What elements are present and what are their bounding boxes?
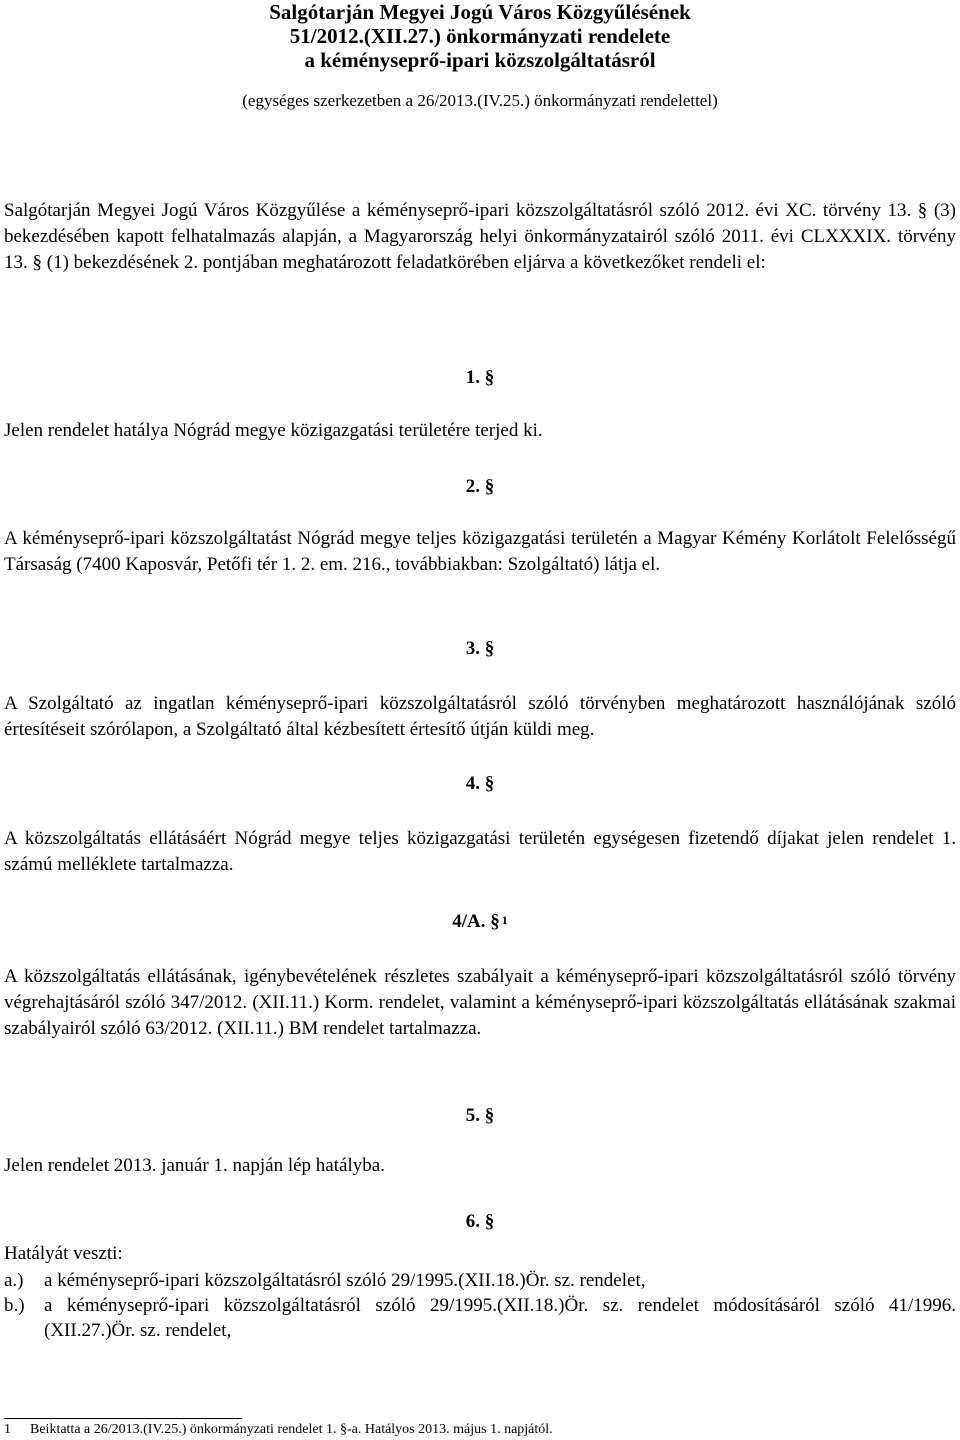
section-text-5: Jelen rendelet 2013. január 1. napján lép hatályba. — [4, 1155, 385, 1176]
title-line-1: Salgótarján Megyei Jogú Város Közgyűlésének — [269, 0, 691, 24]
list-item — [4, 1268, 956, 1293]
preamble-paragraph: Salgótarján Megyei Jogú Város Közgyűlése a kéményseprő-ipari közszolgáltatásról szóló 2012. évi XC. törvény 13. § (3) bekezdésében kapott felhatalmazás alapján, a Magyarország helyi önkormányzatairól szóló 2011. évi CLXXXIX. törvény 13. § (1) bekezdésének 2. pontjában meghatározott feladatkörében eljárva a következőket rendeli el: — [4, 200, 956, 273]
section-text-3: A Szolgáltató az ingatlan kéményseprő-ipari közszolgáltatásról szóló törvényben meghatározott használójának szóló értesítéseit szórólapon, a Szolgáltató által kézbesített értesítő útján küldi meg. — [4, 693, 956, 740]
footnote-reference: 1 — [501, 913, 508, 927]
title-line-3: a kéményseprő-ipari közszolgáltatásról — [304, 48, 656, 72]
section-heading-1: 1. § — [465, 367, 495, 388]
section-heading-6: 6. § — [465, 1211, 495, 1232]
section-heading-2: 2. § — [465, 476, 495, 497]
section-heading-3: 3. § — [465, 638, 495, 659]
document-title — [0, 0, 960, 72]
section-heading-4a — [0, 910, 960, 934]
section-text-4: A közszolgáltatás ellátásáért Nógrád megye teljes közigazgatási területén egységesen fizetendő díjakat jelen rendelet 1. számú melléklete tartalmazza. — [4, 828, 956, 875]
footnote-number: 1 — [4, 1422, 11, 1437]
list-marker-a: a.) — [4, 1270, 24, 1291]
repeal-list — [4, 1268, 956, 1343]
footnote-divider — [4, 1418, 242, 1419]
footnote — [4, 1422, 553, 1438]
document-subtitle: (egységes szerkezetben a 26/2013.(IV.25.) önkormányzati rendelettel) — [242, 91, 718, 110]
section-heading-5: 5. § — [465, 1105, 495, 1126]
section-heading-4a-label: 4/A. § — [452, 911, 500, 932]
section-heading-4: 4. § — [465, 773, 495, 794]
title-line-2: 51/2012.(XII.27.) önkormányzati rendelete — [289, 24, 671, 48]
section-text-2: A kéményseprő-ipari közszolgáltatást Nógrád megye teljes közigazgatási területén a Magyar Kémény Korlátolt Felelősségű Társaság (7400 Kaposvár, Petőfi tér 1. 2. em. 216., továbbiakban: Szolgáltató) látja el. — [4, 528, 956, 575]
section-text-4a: A közszolgáltatás ellátásának, igénybevételének részletes szabályait a kéményseprő-ipari közszolgáltatásról szóló törvény végrehajtásáról szóló 347/2012. (XII.11.) Korm. rendelet, valamint a kéményseprő-ipari közszolgáltatás ellátásának szakmai szabályairól szóló 63/2012. (XII.11.) BM rendelet tartalmazza. — [4, 966, 956, 1039]
list-marker-b: b.) — [4, 1295, 25, 1316]
list-text-b: a kéményseprő-ipari közszolgáltatásról szóló 29/1995.(XII.18.)Ör. sz. rendelet módosításáról szóló 41/1996.(XII.27.)Ör. sz. rendelet, — [44, 1295, 956, 1341]
footnote-text: Beiktatta a 26/2013.(IV.25.) önkormányzati rendelet 1. §-a. Hatályos 2013. május 1. napjától. — [30, 1422, 553, 1437]
list-item — [4, 1293, 956, 1343]
list-text-a: a kéményseprő-ipari közszolgáltatásról szóló 29/1995.(XII.18.)Ör. sz. rendelet, — [44, 1270, 646, 1291]
section-text-1: Jelen rendelet hatálya Nógrád megye közigazgatási területére terjed ki. — [4, 420, 543, 441]
section-text-6: Hatályát veszti: — [4, 1243, 123, 1264]
